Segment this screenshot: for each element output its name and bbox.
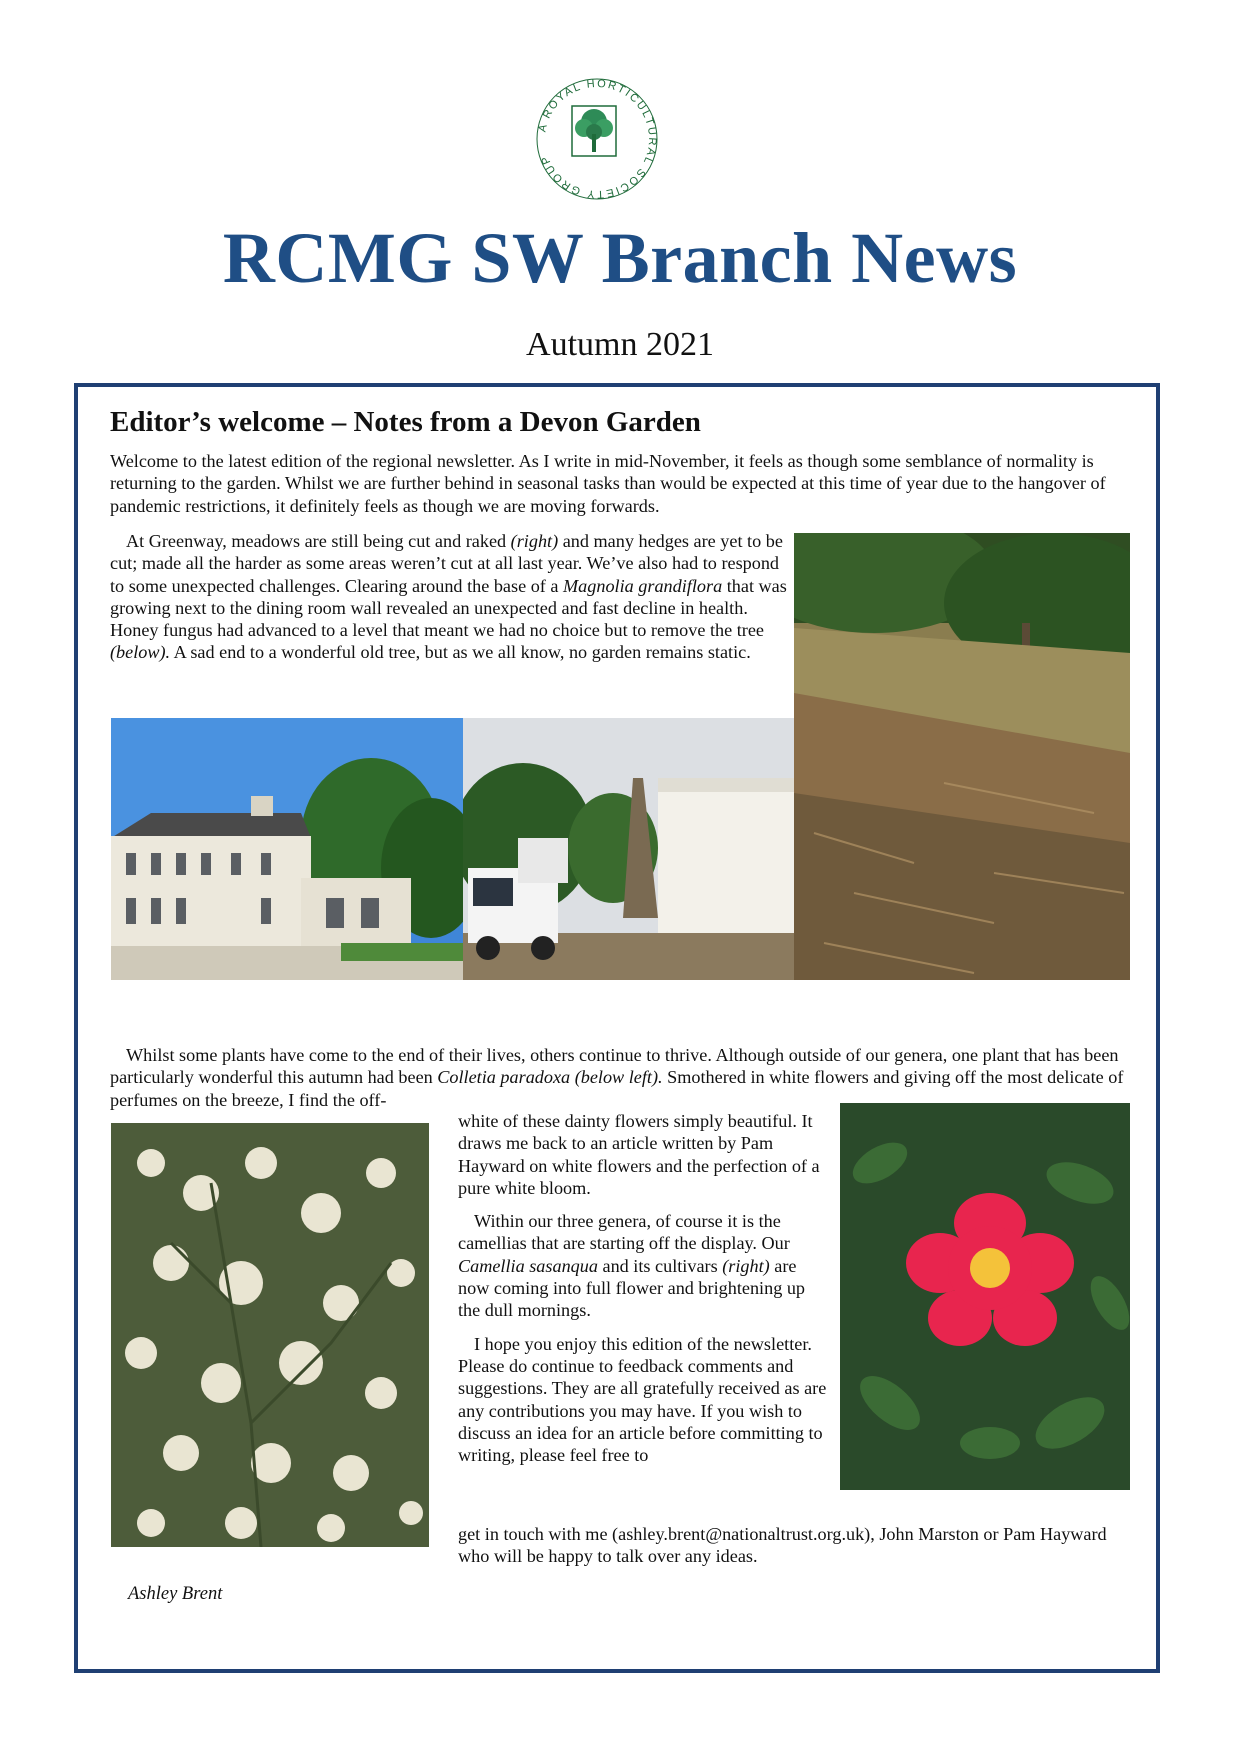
text-run: Whilst some plants have come to the end of their lives, others continue to thrive. Although outside of our genera, one plant that has been particularly wonderful this autumn had been — [110, 1045, 1119, 1088]
text-run: that was growing next to the dining room wall revealed an unexpected and fast decline in health. Honey fungus had advanced to a level that meant we had no choice but to remove the tree — [110, 575, 787, 641]
thrive-continuation: white of these dainty flowers simply beautiful. It draws me back to an article written by Pam Hayward on white flowers and the perfection of a pure white bloom. — [458, 1111, 820, 1198]
text-column — [458, 1110, 828, 1466]
tree-icon — [572, 106, 616, 156]
text-run: and many hedges are yet to be cut; made all the harder as some areas weren’t cut at all last year. We’ve also had to respond to some unexpected challenges. Clearing around the base of a — [110, 531, 783, 596]
plant-name: Camellia sasanqua — [458, 1255, 598, 1276]
plant-name: Magnolia grandiflora — [563, 575, 723, 596]
closing-paragraph: I hope you enjoy this edition of the newsletter. Please do continue to feedback comments and suggestions. They are all gratefully received as are any contributions you may have. If you wish to discuss an idea for an article before committing to writing, please feel free to — [458, 1333, 827, 1466]
intro-paragraph: Welcome to the latest edition of the regional newsletter. As I write in mid-November, it feels as though some semblance of normality is returning to the garden. Whilst we are further behind in seasonal tasks than would be expected at this time of year due to the hangover of pandemic restrictions, it definitely feels as though we are moving forwards. — [110, 451, 1106, 516]
greenway-paragraph — [110, 530, 790, 664]
italic-run: (below). — [110, 642, 171, 663]
text-run: Smothered in white flowers and giving off the most delicate of perfumes on the breeze, I find the off- — [110, 1067, 1124, 1110]
closing-continuation: get in touch with me (ashley.brent@nationaltrust.org.uk), John Marston or Pam Hayward who will be happy to talk over any ideas. — [458, 1524, 1107, 1567]
camellia-paragraph — [458, 1210, 828, 1321]
edition-subtitle: Autumn 2021 — [526, 326, 714, 363]
italic-run: (right) — [722, 1255, 770, 1276]
text-run: Within our three genera, of course it is the camellias that are starting off the display. Our — [458, 1211, 790, 1254]
plant-name: Colletia paradoxa (below left). — [437, 1067, 663, 1088]
article-heading: Editor’s welcome – Notes from a Devon Garden — [110, 406, 701, 438]
page-title: RCMG SW Branch News — [222, 218, 1018, 298]
author-signature: Ashley Brent — [128, 1584, 223, 1604]
text-run: and its cultivars — [597, 1255, 723, 1276]
colletia-photo — [111, 1123, 429, 1547]
camellia-photo — [840, 1103, 1130, 1490]
house-photo — [111, 718, 463, 980]
meadow-photo — [794, 533, 1130, 980]
text-run: A sad end to a wonderful old tree, but as we all know, no garden remains static. — [170, 642, 751, 663]
text-run: are now coming into full flower and brightening up the dull mornings. — [458, 1255, 806, 1321]
thrive-paragraph — [110, 1044, 1130, 1111]
text-run: At Greenway, meadows are still being cut and raked — [126, 531, 511, 551]
italic-run: (right) — [510, 531, 559, 551]
logo-text: A ROYAL HORTICULTURAL SOCIETY GROUP — [536, 77, 659, 201]
rhs-logo — [530, 72, 664, 206]
tree-removal-photo — [463, 718, 794, 980]
